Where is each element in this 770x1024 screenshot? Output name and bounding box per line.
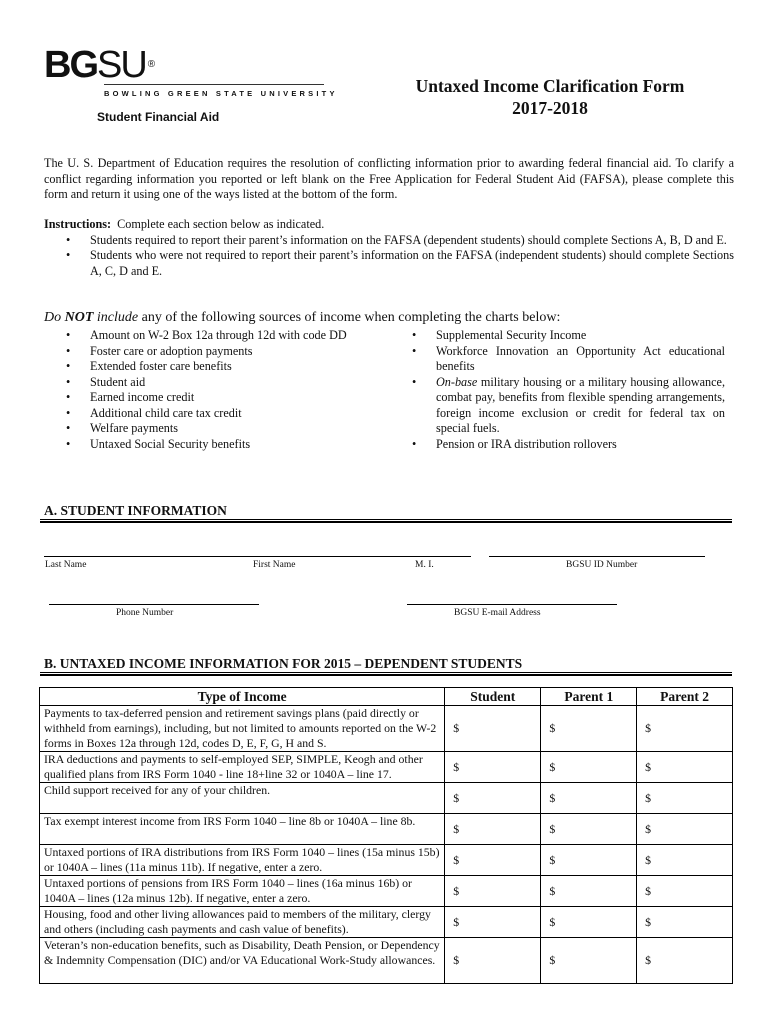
table-row <box>40 907 733 938</box>
untaxed-income-table <box>39 687 733 984</box>
instruction-bullet: • Students who were not required to report their parent’s information on the FAFSA (independent students) should complete Sections A, C, D and E. <box>44 248 734 279</box>
phone-field[interactable] <box>49 604 259 605</box>
table-row <box>40 814 733 845</box>
col-parent-1: Parent 1 <box>541 688 637 706</box>
table-row <box>40 938 733 984</box>
exclusions-include: include <box>93 310 139 325</box>
section-b-title: B. UNTAXED INCOME INFORMATION FOR 2015 – DEPENDENT STUDENTS <box>44 656 523 671</box>
income-type: Veteran’s non-education benefits, such as Disability, Death Pension, or Dependency & Indemnity Compensation (DIC) and/or VA Educational Work-Study allowances. <box>40 938 445 984</box>
student-amount-field[interactable]: $ <box>445 814 541 845</box>
exclusions-prefix: Do <box>44 310 65 325</box>
parent-2-amount-field[interactable]: $ <box>637 752 733 783</box>
student-amount-field[interactable]: $ <box>445 783 541 814</box>
last-name-label: Last Name <box>45 560 87 570</box>
exclusion-item <box>390 375 725 437</box>
parent-1-amount-field[interactable]: $ <box>541 752 637 783</box>
section-b-rule <box>40 672 732 676</box>
bgsu-id-label: BGSU ID Number <box>566 560 638 570</box>
student-amount-field[interactable]: $ <box>445 876 541 907</box>
parent-2-amount-field[interactable]: $ <box>637 876 733 907</box>
exclusion-item: • Supplemental Security Income <box>390 328 725 344</box>
parent-1-amount-field[interactable]: $ <box>541 845 637 876</box>
bgsu-id-field[interactable] <box>489 556 705 557</box>
instruction-bullet: • Students required to report their parent’s information on the FAFSA (dependent students) should complete Sections A, B, D and E. <box>44 233 734 249</box>
logo-registered-mark: ® <box>147 59 156 70</box>
exclusion-item: • Foster care or adoption payments <box>44 344 384 360</box>
parent-1-amount-field[interactable]: $ <box>541 783 637 814</box>
mi-label: M. I. <box>415 560 434 570</box>
table-row <box>40 752 733 783</box>
income-type: Untaxed portions of pensions from IRS Form 1040 – lines (16a minus 16b) or 1040A – lines (12a minus 12b). If negative, enter a zero. <box>40 876 445 907</box>
name-field[interactable] <box>44 556 471 557</box>
section-a-title: A. STUDENT INFORMATION <box>44 503 227 518</box>
parent-1-amount-field[interactable]: $ <box>541 938 637 984</box>
table-header-row <box>40 688 733 706</box>
email-field[interactable] <box>407 604 617 605</box>
parent-2-amount-field[interactable]: $ <box>637 938 733 984</box>
parent-2-amount-field[interactable]: $ <box>637 814 733 845</box>
university-name: BOWLING GREEN STATE UNIVERSITY <box>104 89 338 98</box>
parent-2-amount-field[interactable]: $ <box>637 845 733 876</box>
exclusion-item-rest: military housing or a military housing allowance, combat pay, benefits from flexible spending arrangements, foreign income exclusion or credit for federal tax on special fuels. <box>436 374 725 435</box>
parent-2-amount-field[interactable]: $ <box>637 706 733 752</box>
exclusion-item: • Additional child care tax credit <box>44 406 384 422</box>
department-name: Student Financial Aid <box>97 110 220 124</box>
form-title <box>370 75 730 119</box>
exclusions-rest: any of the following sources of income when completing the charts below: <box>138 310 561 325</box>
student-amount-field[interactable]: $ <box>445 938 541 984</box>
exclusion-item-italic: On-base <box>436 374 478 389</box>
intro-paragraph: The U. S. Department of Education requires the resolution of conflicting information prior to awarding federal financial aid. To clarify a conflict regarding information you reported or left blank on the Free Application for Federal Student Aid (FAFSA), please complete this form and return it using one of the ways listed at the bottom of the form. <box>44 156 734 201</box>
exclusion-item: • Amount on W-2 Box 12a through 12d with code DD <box>44 328 384 344</box>
student-amount-field[interactable]: $ <box>445 706 541 752</box>
section-a-rule <box>40 519 732 523</box>
exclusion-item: • Extended foster care benefits <box>44 359 384 375</box>
income-type: Untaxed portions of IRA distributions from IRS Form 1040 – lines (15a minus 15b) or 1040A – lines (11a minus 11b). If negative, enter a zero. <box>40 845 445 876</box>
income-type: IRA deductions and payments to self-employed SEP, SIMPLE, Keogh and other qualified plans from IRS Form 1040 - line 18+line 32 or 1040A – line 17. <box>40 752 445 783</box>
logo-light-text: SU <box>97 44 146 86</box>
exclusion-item: • Workforce Innovation an Opportunity Act educational benefits <box>390 344 725 375</box>
parent-1-amount-field[interactable]: $ <box>541 706 637 752</box>
exclusion-item: • Earned income credit <box>44 390 384 406</box>
logo-divider <box>104 84 324 85</box>
student-amount-field[interactable]: $ <box>445 907 541 938</box>
first-name-label: First Name <box>253 560 296 570</box>
logo-bold-text: BG <box>44 44 97 86</box>
student-amount-field[interactable]: $ <box>445 845 541 876</box>
parent-1-amount-field[interactable]: $ <box>541 876 637 907</box>
exclusion-item: • Untaxed Social Security benefits <box>44 437 384 453</box>
table-row <box>40 845 733 876</box>
parent-1-amount-field[interactable]: $ <box>541 814 637 845</box>
exclusions-column-1 <box>44 328 384 452</box>
col-type-of-income: Type of Income <box>40 688 445 706</box>
col-parent-2: Parent 2 <box>637 688 733 706</box>
exclusion-item: • Student aid <box>44 375 384 391</box>
parent-2-amount-field[interactable]: $ <box>637 907 733 938</box>
parent-2-amount-field[interactable]: $ <box>637 783 733 814</box>
form-year: 2017-2018 <box>512 98 588 118</box>
table-row <box>40 783 733 814</box>
phone-label: Phone Number <box>116 608 174 618</box>
instructions-label: Instructions: <box>44 217 112 231</box>
bgsu-logo <box>44 46 155 84</box>
income-type: Tax exempt interest income from IRS Form 1040 – line 8b or 1040A – line 8b. <box>40 814 445 845</box>
col-student: Student <box>445 688 541 706</box>
income-type: Payments to tax-deferred pension and retirement savings plans (paid directly or withheld from earnings), including, but not limited to amounts reported on the W-2 forms in Boxes 12a through 12d, codes D, E, F, G, H and S. <box>40 706 445 752</box>
exclusions-column-2 <box>390 328 725 452</box>
parent-1-amount-field[interactable]: $ <box>541 907 637 938</box>
exclusion-item: • Welfare payments <box>44 421 384 437</box>
income-type: Child support received for any of your children. <box>40 783 445 814</box>
instructions-text: Complete each section below as indicated. <box>117 217 325 231</box>
exclusion-item: • Pension or IRA distribution rollovers <box>390 437 725 453</box>
form-title-text: Untaxed Income Clarification Form <box>415 76 685 96</box>
student-amount-field[interactable]: $ <box>445 752 541 783</box>
table-row <box>40 706 733 752</box>
exclusions-heading <box>44 310 560 326</box>
exclusions-not: NOT <box>64 310 94 325</box>
email-label: BGSU E-mail Address <box>454 608 541 618</box>
instructions <box>44 217 734 279</box>
table-row <box>40 876 733 907</box>
income-type: Housing, food and other living allowances paid to members of the military, clergy and others (including cash payments and cash value of benefits). <box>40 907 445 938</box>
